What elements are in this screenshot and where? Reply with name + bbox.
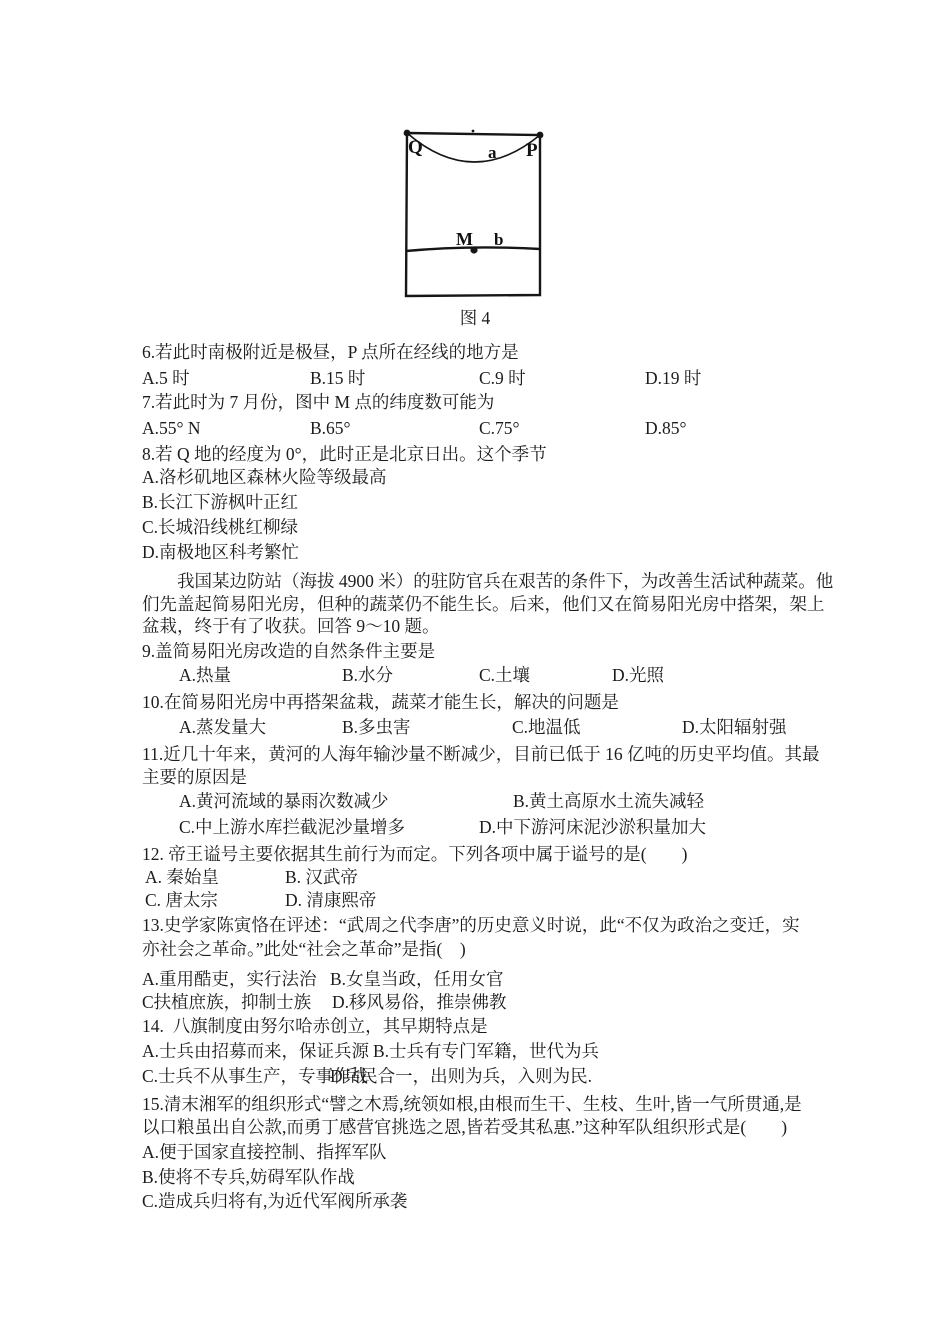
q7-stem: 7.若此时为 7 月份，图中 M 点的纬度数可能为 [142,392,495,412]
q10-option-d: D.太阳辐射强 [682,717,787,737]
q13-option-d: D.移风易俗，推崇佛教 [332,992,507,1012]
q8-option-d: D.南极地区科考繁忙 [142,542,300,562]
q15-option-a: A.便于国家直接控制、指挥军队 [142,1142,387,1162]
q15-stem-line-1: 15.清末湘军的组织形式“譬之木焉,统领如根,由根而生干、生枝、生叶,皆一气所贯通,是 [142,1094,802,1114]
q7-options [142,416,862,441]
q9-option-a: A.热量 [179,665,232,685]
q13-options-row-1 [142,967,862,992]
figure-rectangle [406,133,540,296]
q14-option-b: B.士兵有专门军籍，世代为兵 [373,1041,600,1061]
q14-option-c: C.士兵不从事生产，专事作战 [142,1066,369,1086]
curve-a [407,133,540,162]
q12-option-c: C. 唐太宗 [145,890,218,910]
q9-options [142,663,862,688]
q13-option-b: B.女皇当政，任用女官 [330,969,504,989]
q10-options [142,715,862,740]
q12-option-a: A. 秦始皇 [145,867,219,887]
q12-option-b: B. 汉武帝 [285,867,358,887]
q10-option-c: C.地温低 [512,717,581,737]
q13-options-row-2 [142,990,862,1015]
point-p-dot [537,132,544,139]
label-q: Q [408,137,423,158]
q8-option-c: C.长城沿线桃红柳绿 [142,517,299,537]
q8-stem: 8.若 Q 地的经度为 0°，此时正是北京日出。这个季节 [142,444,547,464]
point-q-dot [404,130,411,137]
figure-4-diagram [400,124,550,304]
q6-option-a: A.5 时 [142,368,190,388]
q12-option-d: D. 清康熙帝 [285,890,377,910]
q6-stem: 6.若此时南极附近是极昼，P 点所在经线的地方是 [142,342,519,362]
top-midpoint-tick [472,130,475,133]
q9-option-d: D.光照 [612,665,665,685]
q11-options-row-2 [142,815,862,840]
q13-stem-line-2: 亦社会之革命。”此处“社会之革命”是指( ) [142,939,466,959]
q11-stem-line-1: 11.近几十年来，黄河的人海年输沙量不断减少，目前已低于 16 亿吨的历史平均值。其最 [142,744,820,764]
q12-stem: 12. 帝王谥号主要依据其生前行为而定。下列各项中属于谥号的是( ) [142,844,688,864]
label-p: P [526,140,538,161]
q9-option-c: C.土壤 [479,665,531,685]
passage-line-3: 盆栽，终于有了收获。回答 9～10 题。 [142,616,440,636]
q13-stem-line-1: 13.史学家陈寅恪在评述：“武周之代李唐”的历史意义时说，此“不仅为政治之变迁，实 [142,915,800,935]
q7-option-b: B.65° [310,418,351,438]
q10-option-b: B.多虫害 [342,717,411,737]
q10-stem: 10.在简易阳光房中再搭架盆栽，蔬菜才能生长，解决的问题是 [142,692,619,712]
q14-option-a: A.士兵由招募而来，保证兵源 [142,1041,370,1061]
q9-option-b: B.水分 [342,665,394,685]
q10-option-a: A.蒸发量大 [179,717,267,737]
q11-option-b: B.黄土高原水土流失减轻 [513,791,705,811]
figure-4-svg [400,124,550,304]
q15-option-c: C.造成兵归将有,为近代军阀所承袭 [142,1191,408,1211]
q9-stem: 9.盖简易阳光房改造的自然条件主要是 [142,641,436,661]
q11-option-d: D.中下游河床泥沙淤积量加大 [479,817,707,837]
figure-4-caption: 图 4 [459,308,491,328]
q13-option-c: C扶植庶族，抑制士族 [142,992,312,1012]
q14-option-d: D兵民合一，出则为兵，入则为民. [330,1066,593,1086]
q12-options-row-2 [142,888,862,913]
q11-options-row-1 [142,789,862,814]
q6-options [142,366,862,391]
q8-option-b: B.长江下游枫叶正红 [142,492,299,512]
q13-option-a: A.重用酷吏，实行法治 [142,969,317,989]
q6-option-d: D.19 时 [645,368,702,388]
label-a: a [488,143,497,162]
label-b: b [494,230,504,249]
q6-option-b: B.15 时 [310,368,366,388]
passage-line-1: 我国某边防站（海拔 4900 米）的驻防官兵在艰苦的条件下，为改善生活试种蔬菜。他 [177,571,834,591]
q14-options-row-2 [142,1064,862,1089]
label-m: M [456,229,473,249]
passage-line-2: 们先盖起简易阳光房，但种的蔬菜仍不能生长。后来，他们又在简易阳光房中搭架，架上 [142,594,825,614]
q7-option-c: C.75° [479,418,520,438]
q7-option-a: A.55° N [142,418,201,438]
q11-stem-line-2: 主要的原因是 [142,767,247,787]
q12-options-row-1 [142,865,862,890]
q14-stem: 14. 八旗制度由努尔哈赤创立，其早期特点是 [142,1016,488,1036]
q11-option-a: A.黄河流域的暴雨次数减少 [179,791,389,811]
q7-option-d: D.85° [645,418,687,438]
q8-option-a: A.洛杉矶地区森林火险等级最高 [142,467,387,487]
q15-option-b: B.使将不专兵,妨碍军队作战 [142,1167,355,1187]
q11-option-c: C.中上游水库拦截泥沙量增多 [179,817,406,837]
q15-stem-line-2: 以口粮虽出自公款,而勇丁感营官挑选之恩,皆若受其私惠.”这种军队组织形式是( ) [142,1117,788,1137]
q14-options-row-1 [142,1039,862,1064]
q6-option-c: C.9 时 [479,368,526,388]
